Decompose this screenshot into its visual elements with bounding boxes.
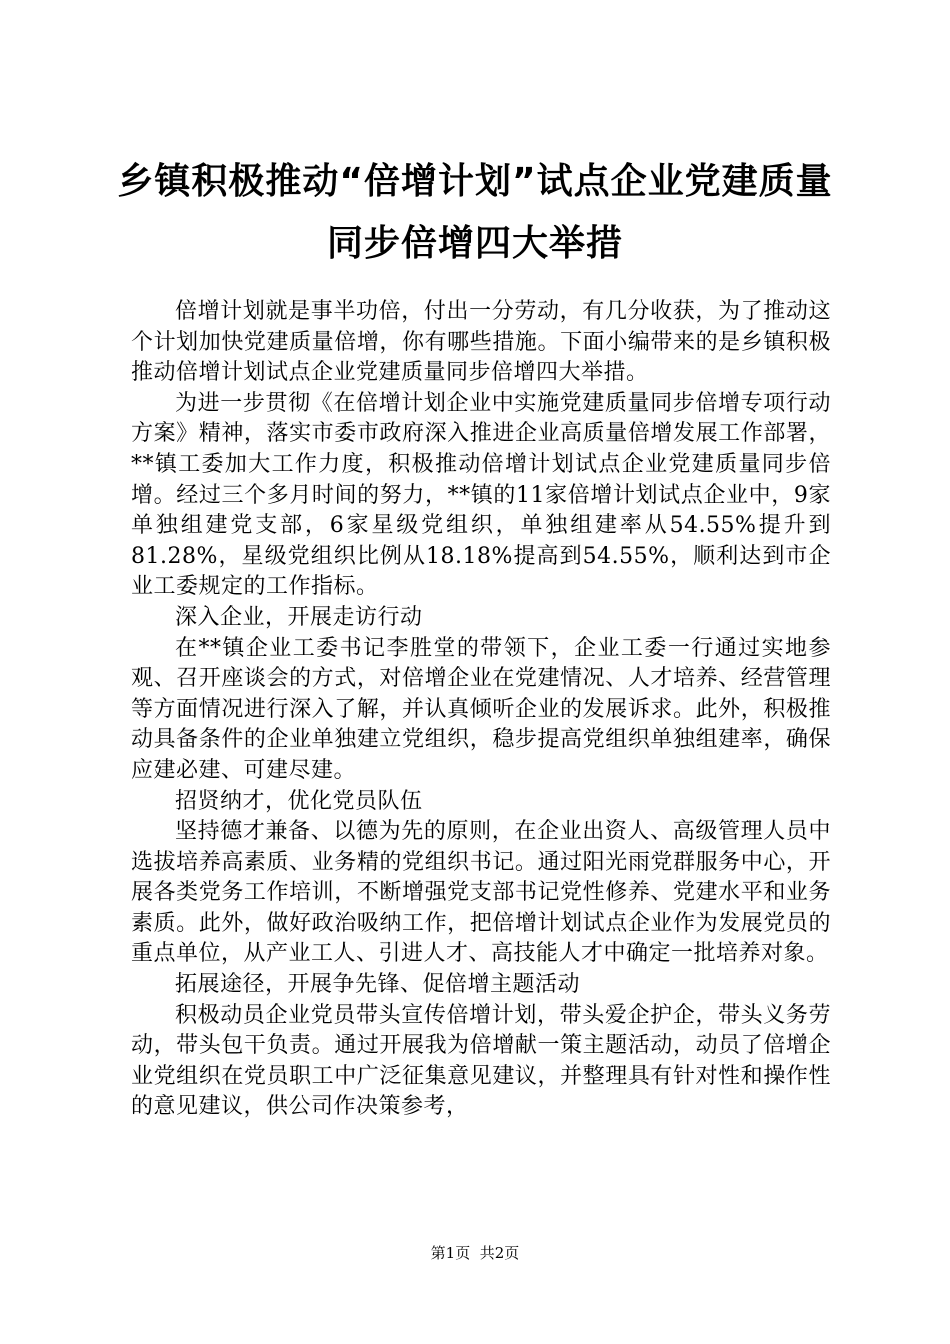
page-total: 共2页 — [479, 1244, 520, 1262]
document-title-line-2: 同步倍增四大举措 — [326, 223, 623, 264]
section-heading-talent: 招贤纳才，优化党员队伍 — [175, 788, 423, 814]
paragraph-visit: 在**镇企业工委书记李胜堂的带领下，企业工委一行通过实地参观、召开座谈会的方式，对倍增企业在党建情况、人才培养、经营管理等方面情况进行深入了解，并认真倾听企业的发展诉求。此外，积极推动具备条件的企业单独建立党组织，稳步提高党组织单独组建率，确保应建必建、可建尽建。 — [131, 635, 831, 783]
document-title-line-1: 乡镇积极推动“倍增计划”试点企业党建质量 — [117, 161, 833, 202]
section-heading-activity: 拓展途径，开展争先锋、促倍增主题活动 — [175, 972, 581, 998]
page-number: 第1页 — [430, 1244, 471, 1262]
paragraph-activity: 积极动员企业党员带头宣传倍增计划，带头爱企护企，带头义务劳动，带头包干负责。通过开展我为倍增献一策主题活动，动员了倍增企业党组织在党员职工中广泛征集意见建议，并整理具有针对性和操作性的意见建议，供公司作决策参考， — [131, 1002, 831, 1120]
section-heading-visit: 深入企业，开展走访行动 — [175, 604, 423, 630]
paragraph-background: 为进一步贯彻《在倍增计划企业中实施党建质量同步倍增专项行动方案》精神，落实市委市政府深入推进企业高质量倍增发展工作部署，**镇工委加大工作力度，积极推动倍增计划试点企业党建质量同步倍增。经过三个多月时间的努力，**镇的11家倍增计划试点企业中，9家单独组建党支部，6家星级党组织，单独组建率从54.55%提升到81.28%，星级党组织比例从18.18%提高到54.55%，顺利达到市企业工委规定的工作指标。 — [131, 390, 831, 600]
document-body — [131, 297, 831, 1123]
paragraph-intro: 倍增计划就是事半功倍，付出一分劳动，有几分收获，为了推动这个计划加快党建质量倍增，你有哪些措施。下面小编带来的是乡镇积极推动倍增计划试点企业党建质量同步倍增四大举措。 — [131, 299, 831, 386]
page-footer — [0, 1243, 950, 1263]
paragraph-talent: 坚持德才兼备、以德为先的原则，在企业出资人、高级管理人员中选拔培养高素质、业务精的党组织书记。通过阳光雨党群服务中心，开展各类党务工作培训，不断增强党支部书记党性修养、党建水平和业务素质。此外，做好政治吸纳工作，把倍增计划试点企业作为发展党员的重点单位，从产业工人、引进人才、高技能人才中确定一批培养对象。 — [131, 819, 831, 967]
